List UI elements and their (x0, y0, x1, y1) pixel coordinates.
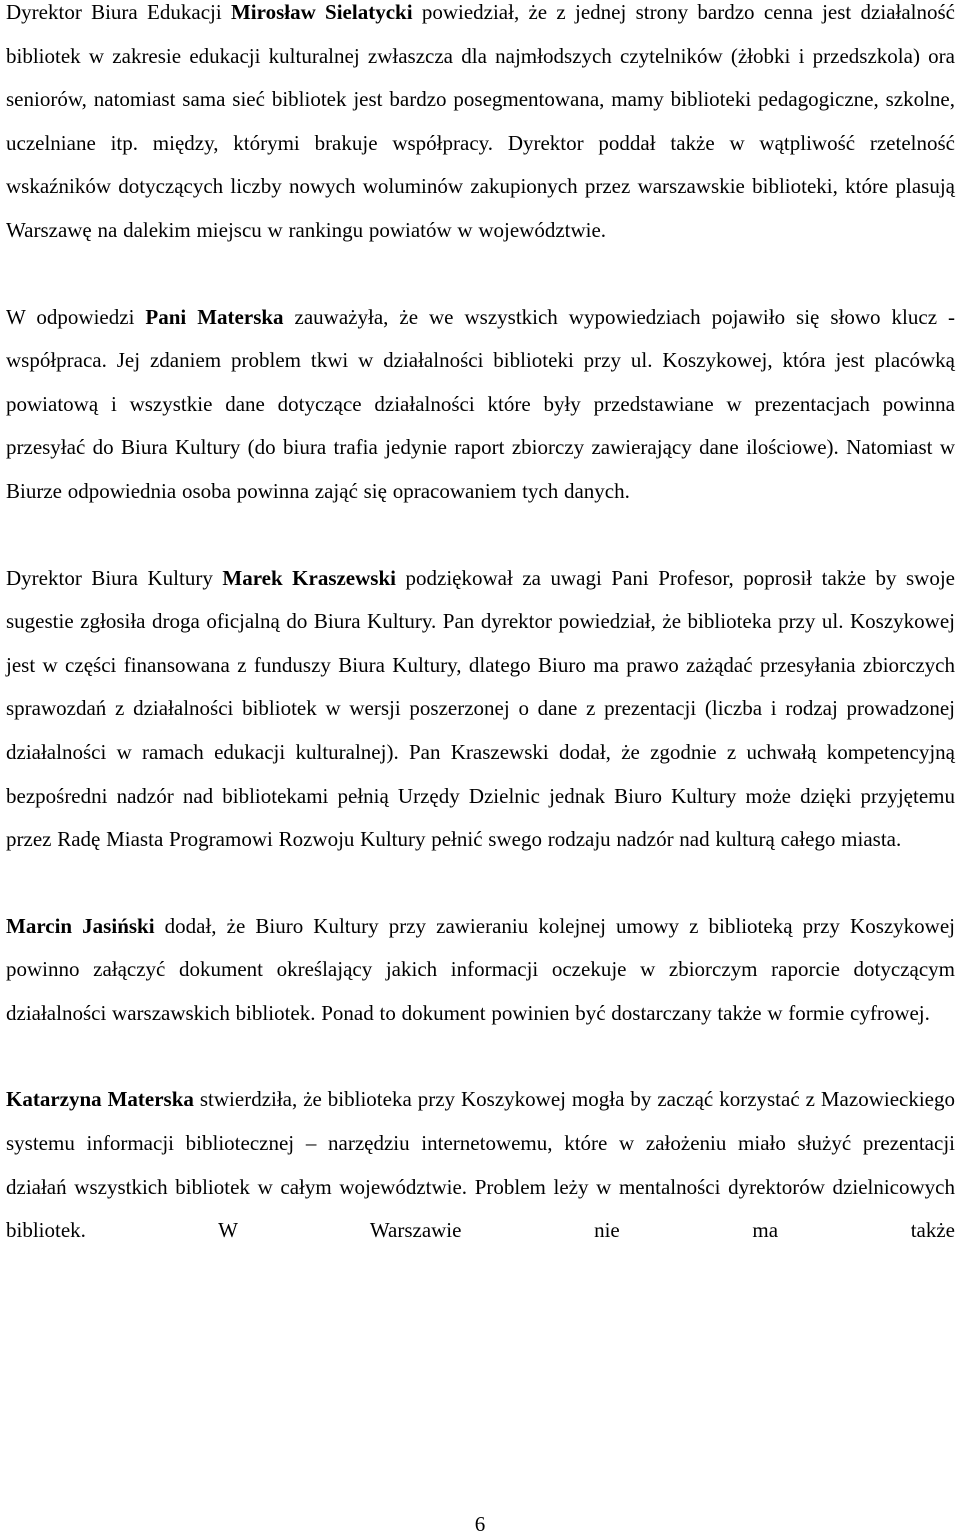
paragraph-spacer (6, 1035, 955, 1078)
speaker-name: Marek Kraszewski (222, 565, 396, 590)
paragraph-text: zauważyła, że we wszystkich wypowiedziach pojawiło się słowo klucz - współpraca. Jej zdaniem problem tkwi w działalności biblioteki przy ul. Koszykowej, która jest placówką powiatową i wszystkie dane dotyczące działalności które były przedstawiane w prezentacjach powinna przesyłać do Biura Kultury (do biura trafia jedynie raport zbiorczy zawierający dane ilościowe). Natomiast w Biurze odpowiednia osoba powinna zająć się opracowaniem tych danych. (6, 304, 955, 503)
paragraph-spacer (6, 514, 955, 557)
paragraph-text: powiedział, że z jednej strony bardzo cenna jest działalność bibliotek w zakresie edukacji kulturalnej zwłaszcza dla najmłodszych czytelników (żłobki i przedszkola) ora seniorów, natomiast sama sieć bibliotek jest bardzo posegmentowana, mamy biblioteki pedagogiczne, szkolne, uczelniane itp. między, którymi brakuje współpracy. Dyrektor poddał także w wątpliwość rzetelność wskaźników dotyczących liczby nowych woluminów zakupionych przez warszawskie biblioteki, które plasują Warszawę na dalekim miejscu w rankingu powiatów w województwie. (6, 0, 955, 242)
paragraph-text: dodał, że Biuro Kultury przy zawieraniu kolejnej umowy z biblioteką przy Koszykowej powinno załączyć dokument określający jakich informacji oczekuje w zbiorczym raporcie dotyczącym działalności warszawskich bibliotek. Ponad to dokument powinien być dostarczany także w formie cyfrowej. (6, 913, 956, 1025)
document-page (6, 0, 955, 1253)
speaker-name: Katarzyna Materska (6, 1087, 194, 1112)
speaker-name: Pani Materska (145, 304, 284, 329)
paragraph-text: Dyrektor Biura Edukacji (6, 0, 231, 24)
paragraph-text: Dyrektor Biura Kultury (6, 565, 223, 590)
paragraph-materska-reply (6, 296, 955, 514)
paragraph-sielatycki (6, 0, 955, 253)
speaker-name: Mirosław Sielatycki (230, 0, 413, 24)
paragraph-text: stwierdziła, że biblioteka przy Koszykowej mogła by zacząć korzystać z Mazowieckiego systemu informacji bibliotecznej – narzędziu internetowemu, które w założeniu miało służyć prezentacji działań wszystkich bibliotek w całym województwie. Problem leży w mentalności dyrektorów dzielnicowych bibliotek. W Warszawie nie ma także (6, 1087, 955, 1243)
page-number: 6 (474, 1512, 486, 1536)
paragraph-kraszewski (6, 557, 955, 862)
paragraph-spacer (6, 253, 955, 296)
paragraph-text: podziękował za uwagi Pani Profesor, poprosił także by swoje sugestie zgłosiła droga oficjalną do Biura Kultury. Pan dyrektor powiedział, że biblioteka przy ul. Koszykowej jest w części finansowana z funduszy Biura Kultury, dlatego Biuro ma prawo zażądać przesyłania zbiorczych sprawozdań z działalności bibliotek w wersji poszerzonej o dane z prezentacji (liczba i rodzaj prowadzonej działalności w ramach edukacji kulturalnej). Pan Kraszewski dodał, że zgodnie z uchwałą kompetencyjną bezpośredni nadzór nad bibliotekami pełnią Urzędy Dzielnic jednak Biuro Kultury może dzięki przyjętemu przez Radę Miasta Programowi Rozwoju Kultury pełnić swego rodzaju nadzór nad kulturą całego miasta. (6, 565, 955, 852)
paragraph-materska-statement (6, 1078, 955, 1252)
paragraph-spacer (6, 862, 955, 905)
paragraph-jasinski (6, 905, 955, 1036)
speaker-name: Marcin Jasiński (6, 913, 155, 938)
paragraph-text: W odpowiedzi (6, 304, 146, 329)
